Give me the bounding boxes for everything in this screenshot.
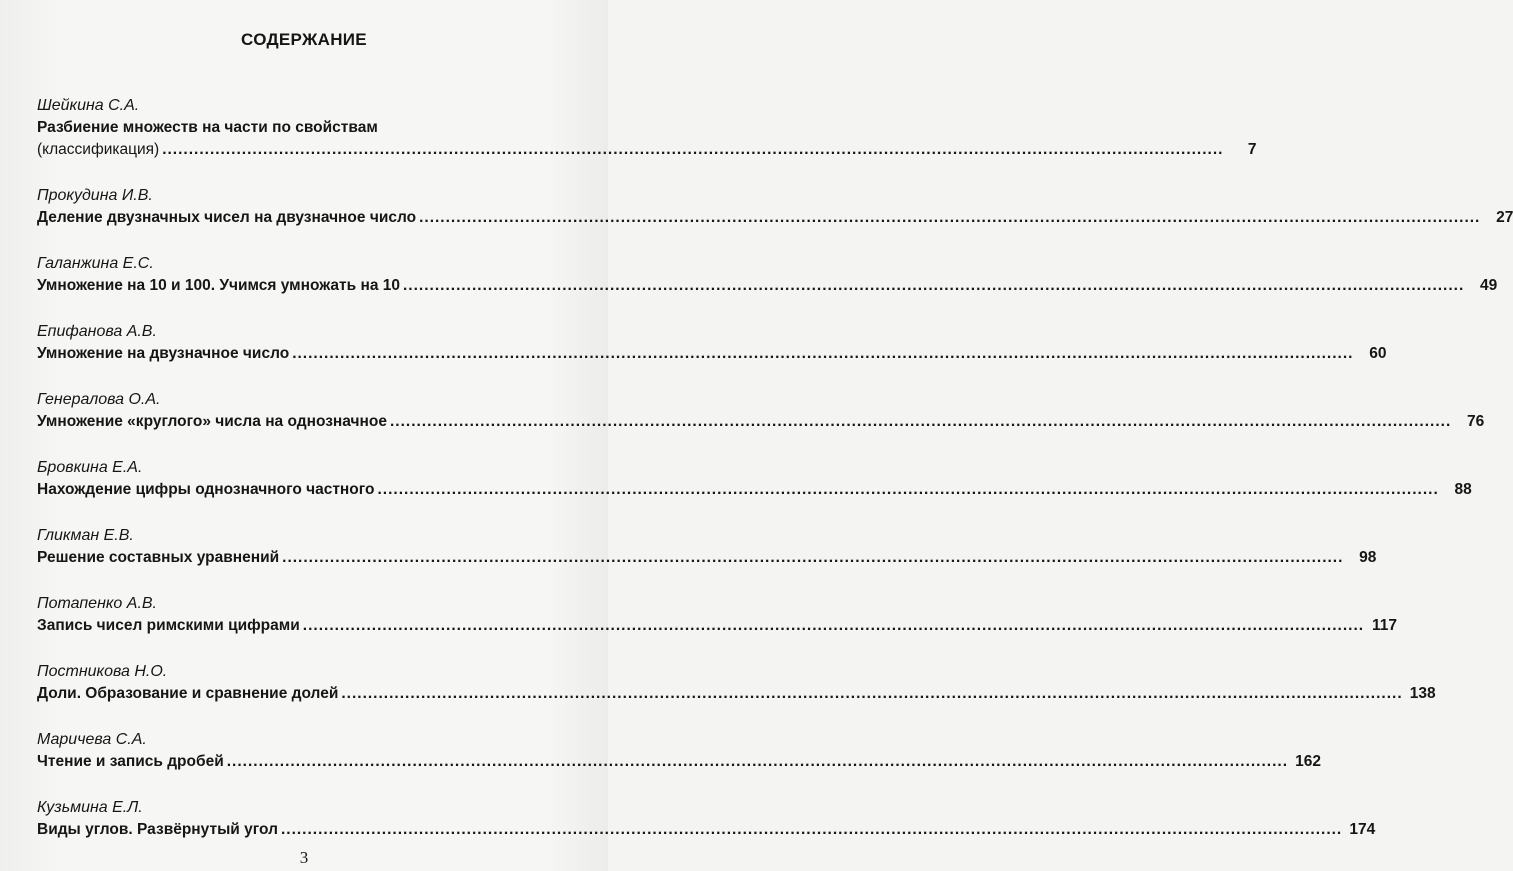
toc-title: Доли. Образование и сравнение долей: [37, 685, 339, 702]
toc-entry: [37, 661, 1436, 729]
toc-title: Деление двузначных чисел на двузначное число: [37, 209, 417, 226]
toc-author: Прокудина И.В.: [37, 187, 153, 204]
dot-leader: ........................................................................................................................................................................................................: [282, 549, 1344, 566]
dot-leader: ........................................................................................................................................................................................................: [162, 141, 1224, 158]
toc-author: Потапенко А.В.: [37, 595, 157, 612]
toc-title-line: [37, 207, 1513, 229]
toc-title-line: [37, 615, 1398, 637]
toc-title-line: [37, 819, 1376, 841]
toc-title-line: [37, 275, 1498, 297]
toc-author: Галанжина Е.С.: [37, 255, 154, 272]
toc-title: Умножение на двузначное число: [37, 345, 290, 362]
toc-entry: [37, 253, 1498, 321]
dot-leader: ........................................................................................................................................................................................................: [341, 685, 1403, 702]
toc-title-line: [37, 139, 1257, 161]
toc-page-number: 88: [1454, 481, 1472, 498]
toc-entry: [37, 457, 1472, 525]
toc-author: Шейкина С.А.: [37, 97, 140, 114]
dot-leader: ........................................................................................................................................................................................................: [419, 209, 1481, 226]
toc-author: Бровкина Е.А.: [37, 459, 143, 476]
toc-page-number: 7: [1247, 141, 1257, 158]
toc-page-number: 98: [1359, 549, 1377, 566]
toc-author: Гликман Е.В.: [37, 527, 134, 544]
dot-leader: ........................................................................................................................................................................................................: [302, 617, 1365, 634]
toc-page-number: 117: [1372, 617, 1398, 634]
toc-title: Виды углов. Развёрнутый угол: [37, 821, 278, 838]
page-number: 3: [299, 848, 309, 867]
toc-title-line: [37, 547, 1377, 569]
toc-author: Маричева С.А.: [37, 731, 147, 748]
dot-leader: ........................................................................................................................................................................................................: [226, 753, 1289, 770]
toc-entry: [37, 525, 1377, 593]
table-of-contents: [37, 95, 1513, 865]
toc-title: Умножение «круглого» числа на однозначное: [37, 413, 387, 430]
toc-page-number: 162: [1295, 753, 1322, 770]
dot-leader: ........................................................................................................................................................................................................: [292, 345, 1354, 362]
toc-page-number: 138: [1409, 685, 1436, 702]
toc-entry: [37, 389, 1485, 457]
toc-title: Решение составных уравнений: [37, 549, 280, 566]
dot-leader: ........................................................................................................................................................................................................: [377, 481, 1439, 498]
toc-title: Запись чисел римскими цифрами: [37, 617, 300, 634]
toc-title: Чтение и запись дробей: [37, 753, 224, 770]
toc-title-continuation: (классификация): [37, 141, 160, 158]
toc-entry: [37, 593, 1398, 661]
toc-author: Кузьмина Е.Л.: [37, 799, 143, 816]
page-title: СОДЕРЖАНИЕ: [241, 30, 367, 49]
toc-title-line: [37, 343, 1387, 365]
toc-entry: [37, 729, 1322, 797]
toc-title-line: [37, 751, 1322, 773]
toc-title: Нахождение цифры однозначного частного: [37, 481, 375, 498]
toc-title: Разбиение множеств на части по свойствам: [37, 119, 378, 136]
toc-page-number: 76: [1467, 413, 1485, 430]
toc-entry: [37, 185, 1513, 253]
toc-page-number: 27: [1496, 209, 1513, 226]
toc-title-line: [37, 479, 1472, 501]
toc-title: Умножение на 10 и 100. Учимся умножать на 10: [37, 277, 400, 294]
toc-page-number: 60: [1369, 345, 1387, 362]
toc-author: Епифанова А.В.: [37, 323, 157, 340]
toc-page-number: 174: [1349, 821, 1376, 838]
toc-author: Генералова О.А.: [37, 391, 161, 408]
toc-entry: [37, 95, 1257, 185]
toc-author: Постникова Н.О.: [37, 663, 168, 680]
toc-title-line: [37, 411, 1485, 433]
toc-entry: [37, 321, 1387, 389]
dot-leader: ........................................................................................................................................................................................................: [280, 821, 1343, 838]
toc-title-line: [37, 683, 1436, 705]
toc-title-line: [37, 117, 582, 139]
dot-leader: ........................................................................................................................................................................................................: [403, 277, 1465, 294]
toc-page-number: 49: [1480, 277, 1498, 294]
dot-leader: ........................................................................................................................................................................................................: [389, 413, 1452, 430]
